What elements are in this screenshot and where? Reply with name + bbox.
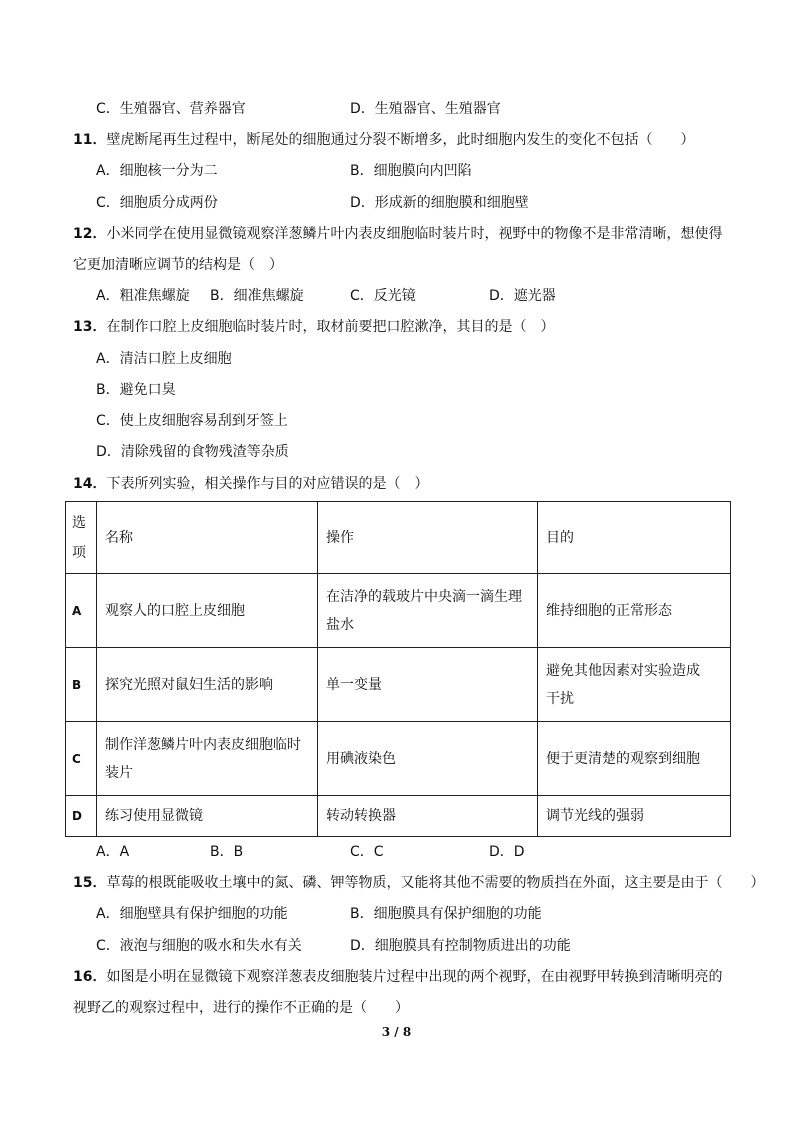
q16-stem-line2: 视野乙的观察过程中，进行的操作不正确的是（ ） (73, 1000, 409, 1016)
row-operation-text: 在洁净的载玻片中央滴一滴生理盐水 (326, 588, 522, 633)
row-purpose-cell: 维持细胞的正常形态 (538, 574, 731, 648)
table-row (66, 722, 731, 796)
q14-option-b: B．B (210, 844, 244, 860)
row-option-cell: C (66, 722, 97, 796)
q15-stem (73, 873, 764, 893)
row-name-text: 制作洋葱鳞片叶内表皮细胞临时装片 (105, 736, 301, 781)
q12-number: 12． (73, 226, 107, 242)
q14-stem (73, 474, 428, 494)
table-header-row (66, 502, 731, 574)
q11-stem (73, 130, 694, 150)
row-name-cell: 练习使用显微镜 (97, 796, 318, 837)
q16-number: 16． (73, 969, 107, 985)
q12-stem-line2: 它更加清晰应调节的结构是（ ） (73, 257, 283, 273)
header-purpose-cell: 目的 (538, 502, 731, 574)
q11-option-a: A．细胞核一分为二 (96, 163, 218, 179)
q10-option-c: C．生殖器官、营养器官 (96, 101, 246, 117)
q16-stem-line1 (73, 967, 722, 987)
row-operation-cell: 转动转换器 (318, 796, 538, 837)
q13-option-b: B．避免口臭 (96, 382, 176, 398)
q15-option-a: A．细胞壁具有保护细胞的功能 (96, 906, 288, 922)
q12-text-line1: 小米同学在使用显微镜观察洋葱鳞片叶内表皮细胞临时装片时，视野中的物像不是非常清晰，想使得 (106, 226, 723, 242)
q11-option-c: C．细胞质分成两份 (96, 195, 218, 211)
row-option-cell: B (66, 648, 97, 722)
page-number: 3 / 8 (381, 1025, 412, 1039)
table-row (66, 796, 731, 837)
q12-option-d: D．遮光器 (489, 288, 556, 304)
q14-option-c: C．C (350, 844, 384, 860)
row-purpose-cell: 调节光线的强弱 (538, 796, 731, 837)
q12-option-a: A．粗准焦螺旋 (96, 288, 190, 304)
q13-option-d: D．清除残留的食物残渣等杂质 (96, 444, 289, 460)
row-purpose-text: 避免其他因素对实验造成干扰 (546, 662, 700, 707)
q12-option-b: B．细准焦螺旋 (210, 288, 304, 304)
row-operation-cell: 单一变量 (318, 648, 538, 722)
q13-option-a: A．清洁口腔上皮细胞 (96, 351, 232, 367)
q10-option-d: D．生殖器官、生殖器官 (350, 101, 501, 117)
row-purpose-cell (538, 648, 731, 722)
q15-number: 15． (73, 875, 107, 891)
q11-option-d: D．形成新的细胞膜和细胞壁 (350, 195, 529, 211)
q16-text-line1: 如图是小明在显微镜下观察洋葱表皮细胞装片过程中出现的两个视野，在由视野甲转换到清晰明亮的 (106, 969, 723, 985)
q15-option-b: B．细胞膜具有保护细胞的功能 (350, 906, 542, 922)
row-name-cell: 探究光照对鼠妇生活的影响 (97, 648, 318, 722)
q15-option-c: C．液泡与细胞的吸水和失水有关 (96, 938, 302, 954)
q13-text: 在制作口腔上皮细胞临时装片时，取材前要把口腔漱净，其目的是（ ） (106, 319, 555, 335)
table-row (66, 574, 731, 648)
q13-option-c: C．使上皮细胞容易刮到牙签上 (96, 413, 288, 429)
header-option-label: 选项 (72, 514, 86, 561)
row-option-cell: D (66, 796, 97, 837)
q15-text: 草莓的根既能吸收土壤中的氮、磷、钾等物质，又能将其他不需要的物质挡在外面，这主要是由于（ ） (106, 875, 765, 891)
row-operation-cell (318, 574, 538, 648)
q14-option-a: A．A (96, 844, 130, 860)
row-name-cell (97, 722, 318, 796)
q15-option-d: D．细胞膜具有控制物质进出的功能 (350, 938, 571, 954)
row-option-cell: A (66, 574, 97, 648)
q14-text: 下表所列实验，相关操作与目的对应错误的是（ ） (106, 476, 429, 492)
table-row (66, 648, 731, 722)
row-name-cell: 观察人的口腔上皮细胞 (97, 574, 318, 648)
q11-number: 11． (73, 132, 107, 148)
q14-table (65, 501, 731, 837)
q12-stem-line1 (73, 224, 722, 244)
q11-text: 壁虎断尾再生过程中，断尾处的细胞通过分裂不断增多，此时细胞内发生的变化不包括（ ） (106, 132, 695, 148)
q14-number: 14． (73, 476, 107, 492)
header-operation-cell: 操作 (318, 502, 538, 574)
row-operation-cell: 用碘液染色 (318, 722, 538, 796)
q11-option-b: B．细胞膜向内凹陷 (350, 163, 472, 179)
header-option-cell (66, 502, 97, 574)
header-name-cell: 名称 (97, 502, 318, 574)
q13-stem (73, 317, 554, 337)
q12-option-c: C．反光镜 (350, 288, 416, 304)
row-purpose-cell: 便于更清楚的观察到细胞 (538, 722, 731, 796)
q13-number: 13． (73, 319, 107, 335)
q14-option-d: D．D (489, 844, 525, 860)
